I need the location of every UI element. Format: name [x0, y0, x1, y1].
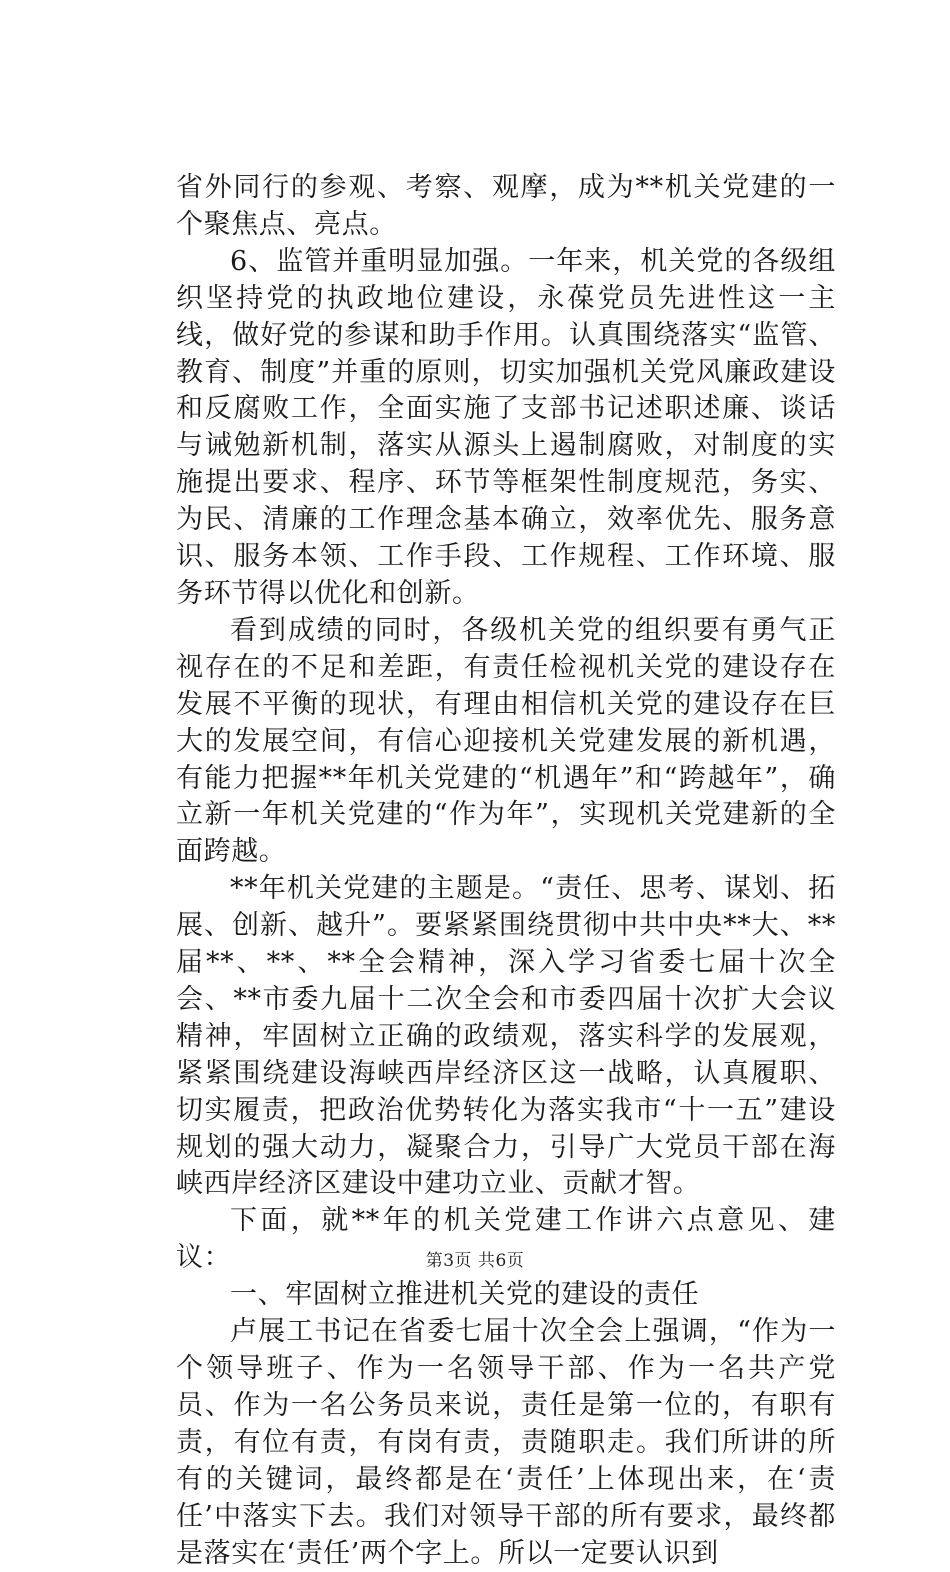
- paragraph-4: **年机关党建的主题是。“责任、思考、谋划、拓展、创新、越升”。要紧紧围绕贯彻中共中央**大、**届**、**、**全会精神，深入学习省委七届十次全会、**市委九届十二次全会和市委四届十次扩大会议精神，牢固树立正确的政绩观，落实科学的发展观，紧紧围绕建设海峡西岸经济区这一战略，认真履职、切实履责，把政治优势转化为落实我市“十一五”建设规划的强大动力，凝聚合力，引导广大党员干部在海峡西岸经济区建设中建功立业、贡献才智。: [176, 873, 836, 1200]
- paragraph-2: 6、监管并重明显加强。一年来，机关党的各级组织坚持党的执政地位建设，永葆党员先进性这一主线，做好党的参谋和助手作用。认真围绕落实“监管、教育、制度”并重的原则，切实加强机关党风廉政建设和反腐败工作，全面实施了支部书记述职述廉、谈话与诫勉新机制，落实从源头上遏制腐败，对制度的实施提出要求、程序、环节等框架性制度规范，务实、为民、清廉的工作理念基本确立，效率优先、服务意识、服务本领、工作手段、工作规程、工作环境、服务环节得以优化和创新。: [176, 245, 836, 609]
- section-heading-1: 一、牢固树立推进机关党的建设的责任: [230, 1279, 700, 1311]
- paragraph-1: 省外同行的参观、考察、观摩，成为**机关党建的一个聚焦点、亮点。: [176, 172, 836, 240]
- paragraph-3: 看到成绩的同时，各级机关党的组织要有勇气正视存在的不足和差距，有责任检视机关党的建设存在发展不平衡的现状，有理由相信机关党的建设存在巨大的发展空间，有信心迎接机关党建发展的新机遇，有能力把握**年机关党建的“机遇年”和“跨越年”，确立新一年机关党建的“作为年”，实现机关党建新的全面跨越。: [176, 614, 836, 868]
- page-footer: 第3页 共6页: [425, 1251, 525, 1271]
- document-body: [176, 170, 836, 1572]
- paragraph-6: 卢展工书记在省委七届十次全会上强调，“作为一个领导班子、作为一名领导干部、作为一名共产党员、作为一名公务员来说，责任是第一位的，有职有责，有位有责，有岗有责，责随职走。我们所讲的所有的关键词，最终都是在‘责任’上体现出来，在‘责任’中落实下去。我们对领导干部的所有要求，最终都是落实在‘责任’两个字上。所以一定要认识到: [176, 1316, 836, 1569]
- paragraph-5: 下面，就**年的机关党建工作讲六点意见、建议：: [176, 1205, 836, 1274]
